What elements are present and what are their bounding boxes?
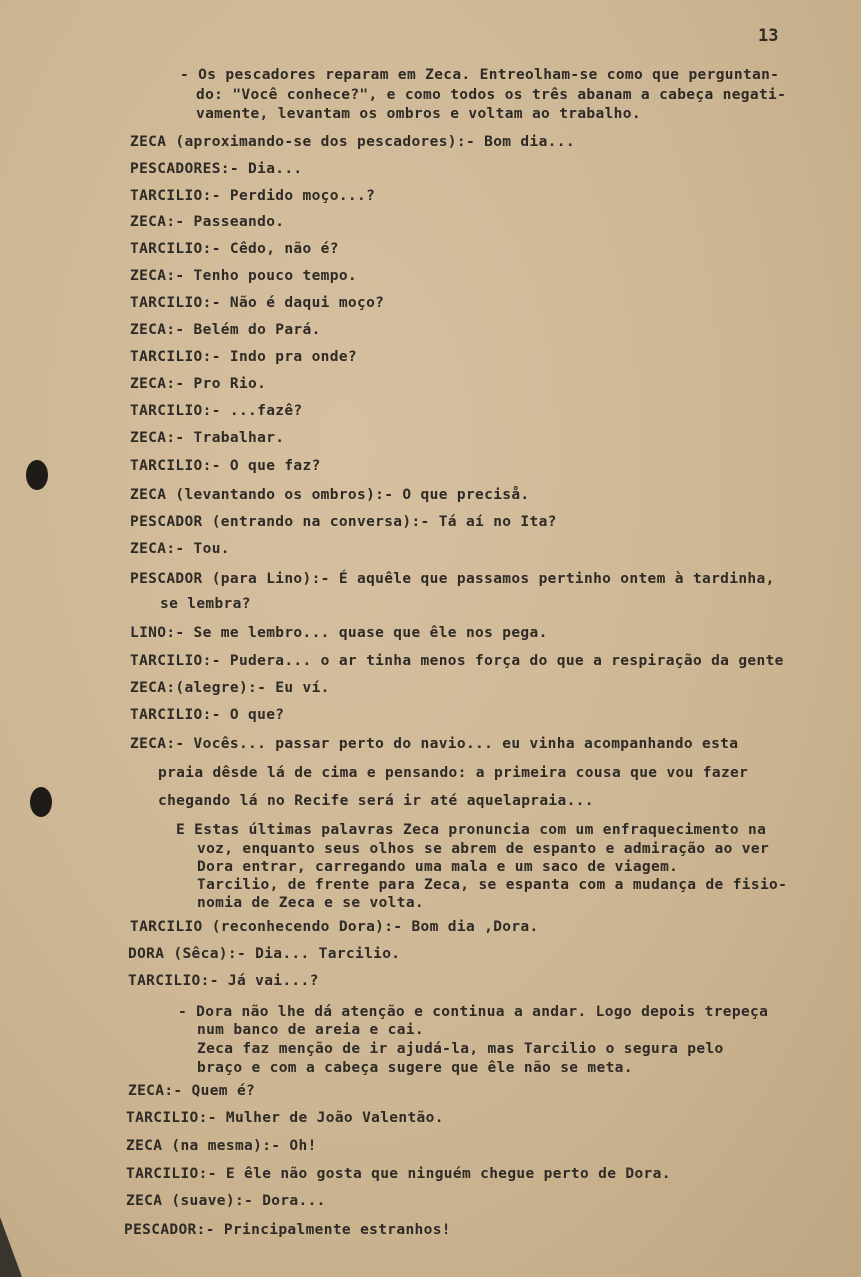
script-line: num banco de areia e cai.: [197, 1022, 424, 1038]
script-line: PESCADOR:- Principalmente estranhos!: [124, 1222, 451, 1238]
page-number: 13: [758, 26, 779, 46]
script-line: PESCADOR (para Lino):- É aquêle que passamos pertinho ontem à tardinha,: [130, 571, 775, 587]
script-line: ZECA:- Passeando.: [130, 214, 285, 230]
script-line: do: "Você conhece?", e como todos os três abanam a cabeça negati-: [196, 87, 787, 103]
script-line: vamente, levantam os ombros e voltam ao trabalho.: [196, 106, 641, 122]
page-corner-shadow: [0, 1217, 22, 1277]
script-line: braço e com a cabeça sugere que êle não se meta.: [197, 1060, 633, 1076]
script-line: chegando lá no Recife será ir até aquelapraia...: [158, 793, 594, 809]
script-line: TARCILIO:- Indo pra onde?: [130, 349, 357, 365]
script-line: TARCILIO:- O que?: [130, 707, 285, 723]
script-line: ZECA:- Belém do Pará.: [130, 322, 321, 338]
script-line: ZECA:(alegre):- Eu ví.: [130, 680, 330, 696]
script-line: ZECA:- Trabalhar.: [130, 430, 285, 446]
script-line: Dora entrar, carregando uma mala e um saco de viagem.: [197, 859, 679, 875]
script-line: ZECA:- Quem é?: [128, 1083, 256, 1099]
script-line: TARCILIO:- Perdido moço...?: [130, 188, 376, 204]
script-line: ZECA:- Pro Rio.: [130, 376, 267, 392]
script-line: Tarcilio, de frente para Zeca, se espanta com a mudança de fisio-: [197, 877, 788, 893]
script-line: PESCADOR (entrando na conversa):- Tá aí no Ita?: [130, 514, 557, 530]
script-line: TARCILIO:- Mulher de João Valentão.: [126, 1110, 444, 1126]
script-line: se lembra?: [160, 596, 251, 612]
script-line: praia dêsde lá de cima e pensando: a primeira cousa que vou fazer: [158, 765, 749, 781]
script-line: TARCILIO:- E êle não gosta que ninguém chegue perto de Dora.: [126, 1166, 671, 1182]
script-line: ZECA (levantando os ombros):- O que preciså.: [130, 487, 530, 503]
script-line: ZECA:- Vocês... passar perto do navio... eu vinha acompanhando esta: [130, 736, 739, 752]
script-line: ZECA (aproximando-se dos pescadores):- Bom dia...: [130, 134, 575, 150]
script-line: ZECA:- Tou.: [130, 541, 230, 557]
script-line: TARCILIO:- Pudera... o ar tinha menos força do que a respiração da gente: [130, 653, 784, 669]
script-line: - Dora não lhe dá atenção e continua a andar. Logo depois trepeça: [178, 1004, 769, 1020]
script-line: TARCILIO:- ...fazê?: [130, 403, 303, 419]
script-line: voz, enquanto seus olhos se abrem de espanto e admiração ao ver: [197, 841, 770, 857]
script-line: TARCILIO:- Não é daqui moço?: [130, 295, 385, 311]
script-line: Zeca faz menção de ir ajudá-la, mas Tarcilio o segura pelo: [197, 1041, 724, 1057]
binder-hole-top: [26, 460, 48, 490]
script-line: TARCILIO:- Já vai...?: [128, 973, 319, 989]
script-line: ZECA (suave):- Dora...: [126, 1193, 326, 1209]
script-line: LINO:- Se me lembro... quase que êle nos pega.: [130, 625, 548, 641]
script-line: - Os pescadores reparam em Zeca. Entreolham-se como que perguntan-: [180, 67, 780, 83]
script-line: TARCILIO:- Cêdo, não é?: [130, 241, 339, 257]
script-line: TARCILIO:- O que faz?: [130, 458, 321, 474]
binder-hole-bottom: [30, 787, 52, 817]
script-line: TARCILIO (reconhecendo Dora):- Bom dia ,Dora.: [130, 919, 539, 935]
script-line: DORA (Sêca):- Dia... Tarcilio.: [128, 946, 401, 962]
script-line: ZECA (na mesma):- Oh!: [126, 1138, 317, 1154]
script-line: E Estas últimas palavras Zeca pronuncia com um enfraquecimento na: [176, 822, 767, 838]
script-line: ZECA:- Tenho pouco tempo.: [130, 268, 357, 284]
script-line: PESCADORES:- Dia...: [130, 161, 303, 177]
script-line: nomia de Zeca e se volta.: [197, 895, 424, 911]
